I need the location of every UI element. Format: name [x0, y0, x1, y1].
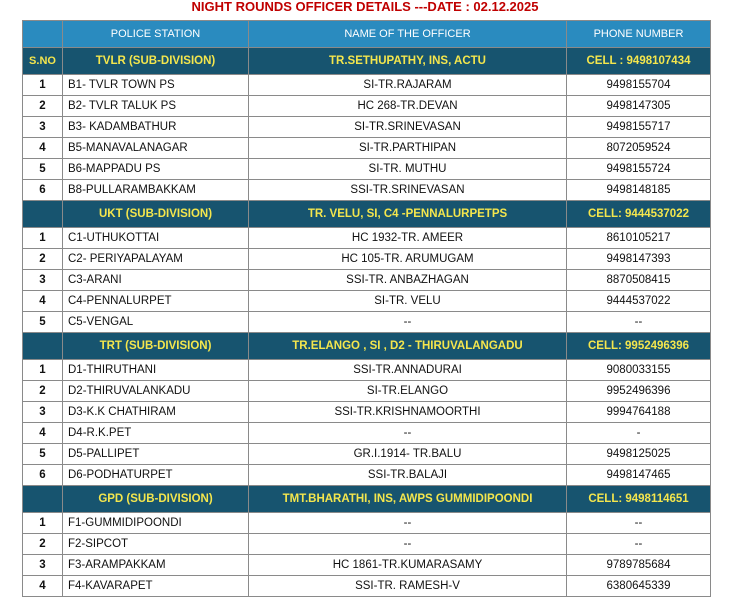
header-blank: [23, 21, 63, 48]
header-row: [23, 21, 711, 48]
row-phone: 9080033155: [567, 360, 711, 381]
row-sno: 3: [23, 402, 63, 423]
row-station: D3-K.K CHATHIRAM: [63, 402, 249, 423]
row-phone: 9952496396: [567, 381, 711, 402]
row-sno: 2: [23, 381, 63, 402]
row-station: B6-MAPPADU PS: [63, 159, 249, 180]
row-sno: 3: [23, 117, 63, 138]
subdivision-row: [23, 48, 711, 75]
table-row: [23, 513, 711, 534]
row-sno: 6: [23, 465, 63, 486]
row-station: D1-THIRUTHANI: [63, 360, 249, 381]
row-phone: 9498155717: [567, 117, 711, 138]
row-officer: SI-TR.SRINEVASAN: [249, 117, 567, 138]
row-officer: SI-TR. VELU: [249, 291, 567, 312]
table-row: [23, 381, 711, 402]
row-phone: 9444537022: [567, 291, 711, 312]
row-officer: HC 1861-TR.KUMARASAMY: [249, 555, 567, 576]
row-sno: 2: [23, 96, 63, 117]
header-station: POLICE STATION: [63, 21, 249, 48]
subdivision-phone: CELL: 9444537022: [567, 201, 711, 228]
table-row: [23, 249, 711, 270]
row-phone: 9498155704: [567, 75, 711, 96]
row-sno: 1: [23, 360, 63, 381]
row-sno: 3: [23, 270, 63, 291]
row-station: B2- TVLR TALUK PS: [63, 96, 249, 117]
row-phone: 8870508415: [567, 270, 711, 291]
table-row: [23, 138, 711, 159]
table-row: [23, 75, 711, 96]
row-officer: SI-TR.PARTHIPAN: [249, 138, 567, 159]
row-phone: --: [567, 312, 711, 333]
table-row: [23, 360, 711, 381]
row-phone: 9994764188: [567, 402, 711, 423]
row-station: B3- KADAMBATHUR: [63, 117, 249, 138]
row-officer: SSI-TR.SRINEVASAN: [249, 180, 567, 201]
table-row: [23, 159, 711, 180]
table-row: [23, 180, 711, 201]
subdivision-phone: CELL: 9498114651: [567, 486, 711, 513]
subdivision-row: [23, 201, 711, 228]
table-row: [23, 402, 711, 423]
table-row: [23, 555, 711, 576]
table-row: [23, 291, 711, 312]
row-sno: 4: [23, 138, 63, 159]
row-phone: 9498147305: [567, 96, 711, 117]
row-officer: GR.I.1914- TR.BALU: [249, 444, 567, 465]
row-station: F3-ARAMPAKKAM: [63, 555, 249, 576]
subdivision-name: TRT (SUB-DIVISION): [63, 333, 249, 360]
row-sno: 4: [23, 576, 63, 597]
table-row: [23, 465, 711, 486]
row-station: D5-PALLIPET: [63, 444, 249, 465]
row-phone: 9498147465: [567, 465, 711, 486]
subdivision-name: GPD (SUB-DIVISION): [63, 486, 249, 513]
row-station: B1- TVLR TOWN PS: [63, 75, 249, 96]
row-officer: --: [249, 513, 567, 534]
row-sno: 5: [23, 444, 63, 465]
table-row: [23, 270, 711, 291]
row-officer: SI-TR.RAJARAM: [249, 75, 567, 96]
row-sno: 1: [23, 75, 63, 96]
sno-label: [23, 486, 63, 513]
row-station: C3-ARANI: [63, 270, 249, 291]
subdivision-phone: CELL : 9498107434: [567, 48, 711, 75]
row-officer: SSI-TR. RAMESH-V: [249, 576, 567, 597]
subdivision-officer: TR.ELANGO , SI , D2 - THIRUVALANGADU: [249, 333, 567, 360]
table-row: [23, 444, 711, 465]
subdivision-row: [23, 486, 711, 513]
row-officer: SSI-TR.ANNADURAI: [249, 360, 567, 381]
row-officer: SI-TR.ELANGO: [249, 381, 567, 402]
row-station: F2-SIPCOT: [63, 534, 249, 555]
row-officer: SSI-TR.KRISHNAMOORTHI: [249, 402, 567, 423]
row-sno: 1: [23, 513, 63, 534]
page-title: NIGHT ROUNDS OFFICER DETAILS ---DATE : 02.12.2025: [191, 0, 539, 14]
row-phone: 9498147393: [567, 249, 711, 270]
officer-table: [22, 20, 711, 597]
row-phone: -: [567, 423, 711, 444]
table-row: [23, 228, 711, 249]
subdivision-officer: TR.SETHUPATHY, INS, ACTU: [249, 48, 567, 75]
sno-label: [23, 333, 63, 360]
table-row: [23, 534, 711, 555]
row-sno: 5: [23, 312, 63, 333]
row-station: F1-GUMMIDIPOONDI: [63, 513, 249, 534]
row-phone: 6380645339: [567, 576, 711, 597]
row-officer: SSI-TR. ANBAZHAGAN: [249, 270, 567, 291]
row-station: D4-R.K.PET: [63, 423, 249, 444]
row-sno: 1: [23, 228, 63, 249]
row-station: C2- PERIYAPALAYAM: [63, 249, 249, 270]
row-phone: 9498148185: [567, 180, 711, 201]
header-officer: NAME OF THE OFFICER: [249, 21, 567, 48]
row-station: C5-VENGAL: [63, 312, 249, 333]
row-sno: 4: [23, 291, 63, 312]
row-sno: 3: [23, 555, 63, 576]
table-row: [23, 117, 711, 138]
subdivision-phone: CELL: 9952496396: [567, 333, 711, 360]
row-sno: 6: [23, 180, 63, 201]
sno-label: [23, 201, 63, 228]
table-row: [23, 576, 711, 597]
row-phone: 8072059524: [567, 138, 711, 159]
subdivision-row: [23, 333, 711, 360]
subdivision-officer: TMT.BHARATHI, INS, AWPS GUMMIDIPOONDI: [249, 486, 567, 513]
table-row: [23, 312, 711, 333]
row-phone: 9789785684: [567, 555, 711, 576]
table-row: [23, 423, 711, 444]
header-phone: PHONE NUMBER: [567, 21, 711, 48]
sno-label: S.NO: [23, 48, 63, 75]
subdivision-officer: TR. VELU, SI, C4 -PENNALURPETPS: [249, 201, 567, 228]
row-officer: HC 105-TR. ARUMUGAM: [249, 249, 567, 270]
row-officer: HC 268-TR.DEVAN: [249, 96, 567, 117]
row-station: B8-PULLARAMBAKKAM: [63, 180, 249, 201]
row-phone: --: [567, 513, 711, 534]
row-phone: --: [567, 534, 711, 555]
row-sno: 2: [23, 534, 63, 555]
row-officer: --: [249, 312, 567, 333]
row-phone: 9498125025: [567, 444, 711, 465]
row-sno: 4: [23, 423, 63, 444]
row-phone: 9498155724: [567, 159, 711, 180]
row-officer: --: [249, 534, 567, 555]
row-officer: SI-TR. MUTHU: [249, 159, 567, 180]
row-officer: HC 1932-TR. AMEER: [249, 228, 567, 249]
row-station: D2-THIRUVALANKADU: [63, 381, 249, 402]
row-sno: 5: [23, 159, 63, 180]
row-officer: SSI-TR.BALAJI: [249, 465, 567, 486]
subdivision-name: TVLR (SUB-DIVISION): [63, 48, 249, 75]
row-sno: 2: [23, 249, 63, 270]
row-station: C1-UTHUKOTTAI: [63, 228, 249, 249]
row-station: F4-KAVARAPET: [63, 576, 249, 597]
row-officer: --: [249, 423, 567, 444]
row-phone: 8610105217: [567, 228, 711, 249]
subdivision-name: UKT (SUB-DIVISION): [63, 201, 249, 228]
row-station: C4-PENNALURPET: [63, 291, 249, 312]
row-station: B5-MANAVALANAGAR: [63, 138, 249, 159]
table-row: [23, 96, 711, 117]
row-station: D6-PODHATURPET: [63, 465, 249, 486]
